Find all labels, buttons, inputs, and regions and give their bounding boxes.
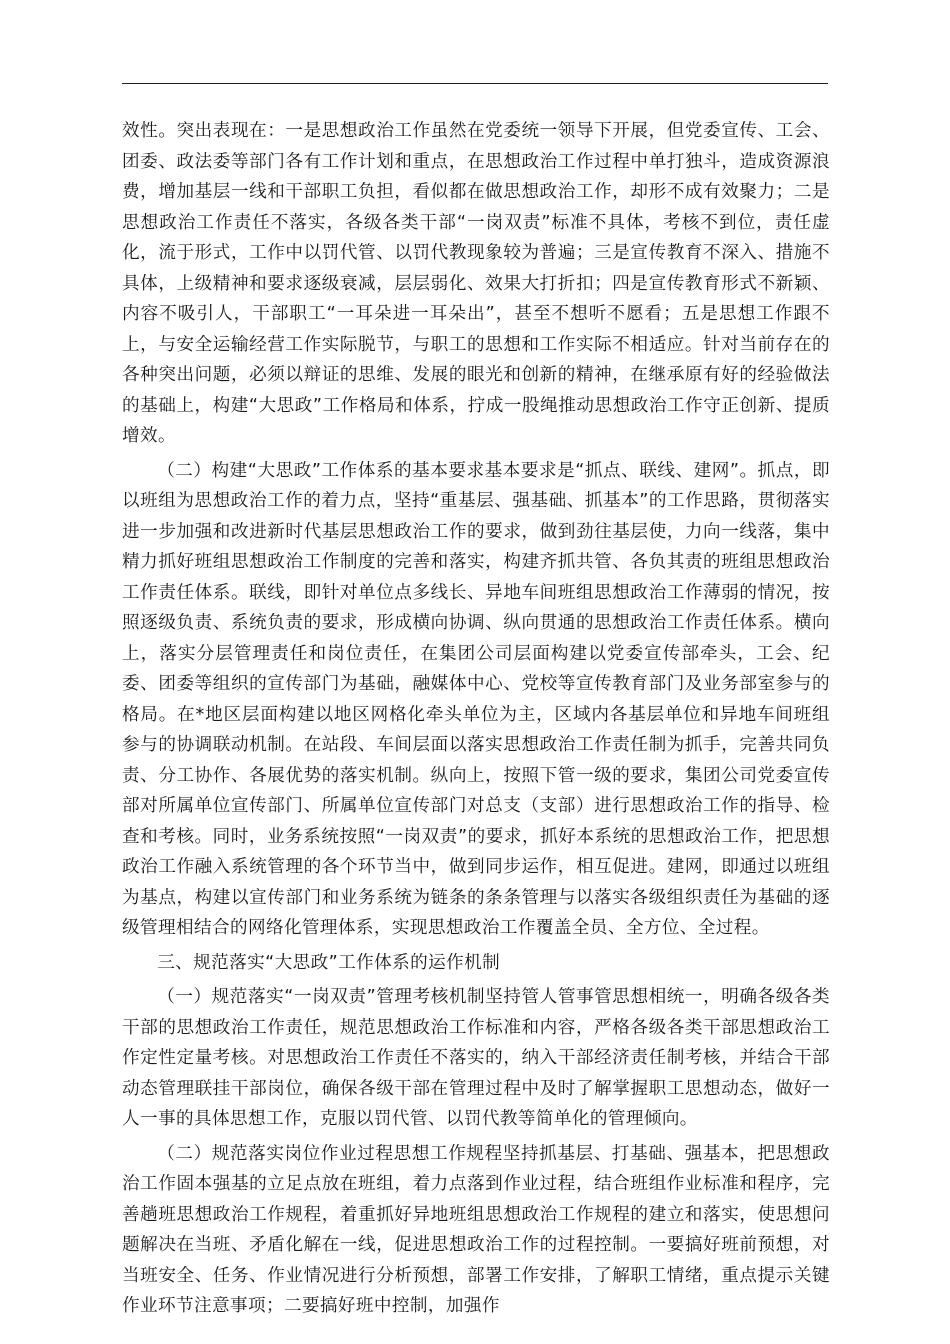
paragraph-work-procedure: （二）规范落实岗位作业过程思想工作规程坚持抓基层、打基础、强基本，把思想政治工作固本强基的立足点放在班组，着力点落到作业过程，结合班组作业标准和程序，完善趟班思想政治工作规程，着重抓好异地班组思想政治工作规程的建立和落实，使思想问题解决在当班、矛盾化解在一线，促进思想政治工作的过程控制。一要搞好班前预想，对当班安全、任务、作业情况进行分析预想，部署工作安排，了解职工情绪，重点提示关键作业环节注意事项；二要搞好班中控制，加强作	[122, 1143, 830, 1316]
document-body	[122, 116, 830, 1326]
paragraph-one-post-two-duties: （一）规范落实“一岗双责”管理考核机制坚持管人管事管思想相统一，明确各级各类干部的思想政治工作责任，规范思想政治工作标准和内容，严格各级各类干部思想政治工作定性定量考核。对思想政治工作责任不落实的，纳入干部经济责任制考核，并结合干部动态管理联挂干部岗位，确保各级干部在管理过程中及时了解掌握职工思想动态，做好一人一事的具体思想工作，克服以罚代管、以罚代教等简单化的管理倾向。	[122, 987, 830, 1129]
paragraph-continuation: 效性。突出表现在：一是思想政治工作虽然在党委统一领导下开展，但党委宣传、工会、团委、政法委等部门各有工作计划和重点，在思想政治工作过程中单打独斗，造成资源浪费，增加基层一线和干部职工负担，看似都在做思想政治工作，却形不成有效聚力；二是思想政治工作责任不落实，各级各类干部“一岗双责”标准不具体，考核不到位，责任虚化，流于形式，工作中以罚代管、以罚代教现象较为普遍；三是宣传教育不深入、措施不具体，上级精神和要求逐级衰减，层层弱化、效果大打折扣；四是宣传教育形式不新颖、内容不吸引人，干部职工“一耳朵进一耳朵出”，甚至不想听不愿看；五是思想工作跟不上，与安全运输经营工作实际脱节，与职工的思想和工作实际不相适应。针对当前存在的各种突出问题，必须以辩证的思维、发展的眼光和创新的精神，在继承原有好的经验做法的基础上，构建“大思政”工作格局和体系，拧成一股绳推动思想政治工作守正创新、提质增效。	[122, 121, 830, 446]
paragraph-basic-requirements: （二）构建“大思政”工作体系的基本要求基本要求是“抓点、联线、建网”。抓点，即以班组为思想政治工作的着力点，坚持“重基层、强基础、抓基本”的工作思路，贯彻落实进一步加强和改进新时代基层思想政治工作的要求，做到劲往基层使，力向一线落，集中精力抓好班组思想政治工作制度的完善和落实，构建齐抓共管、各负其责的班组思想政治工作责任体系。联线，即针对单位点多线长、异地车间班组思想政治工作薄弱的情况，按照逐级负责、系统负责的要求，形成横向协调、纵向贯通的思想政治工作责任体系。横向上，落实分层管理责任和岗位责任，在集团公司层面构建以党委宣传部牵头，工会、纪委、团委等组织的宣传部门为基础，融媒体中心、党校等宣传教育部门及业务部室参与的格局。在*地区层面构建以地区网格化牵头单位为主，区域内各基层单位和异地车间班组参与的协调联动机制。在站段、车间层面以落实思想政治工作责任制为抓手，完善共同负责、分工协作、各展优势的落实机制。纵向上，按照下管一级的要求，集团公司党委宣传部对所属单位宣传部门、所属单位宣传部门对总支（支部）进行思想政治工作的指导、检查和考核。同时，业务系统按照“一岗双责”的要求，抓好本系统的思想政治工作，把思想政治工作融入系统管理的各个环节当中，做到同步运作，相互促进。建网，即通过以班组为基点，构建以宣传部门和业务系统为链条的条条管理与以落实各级组织责任为基础的逐级管理相结合的网络化管理体系，实现思想政治工作覆盖全员、全方位、全过程。	[122, 460, 830, 938]
section-heading-3: 三、规范落实“大思政”工作体系的运作机制	[157, 952, 501, 973]
header-rule	[122, 83, 828, 84]
